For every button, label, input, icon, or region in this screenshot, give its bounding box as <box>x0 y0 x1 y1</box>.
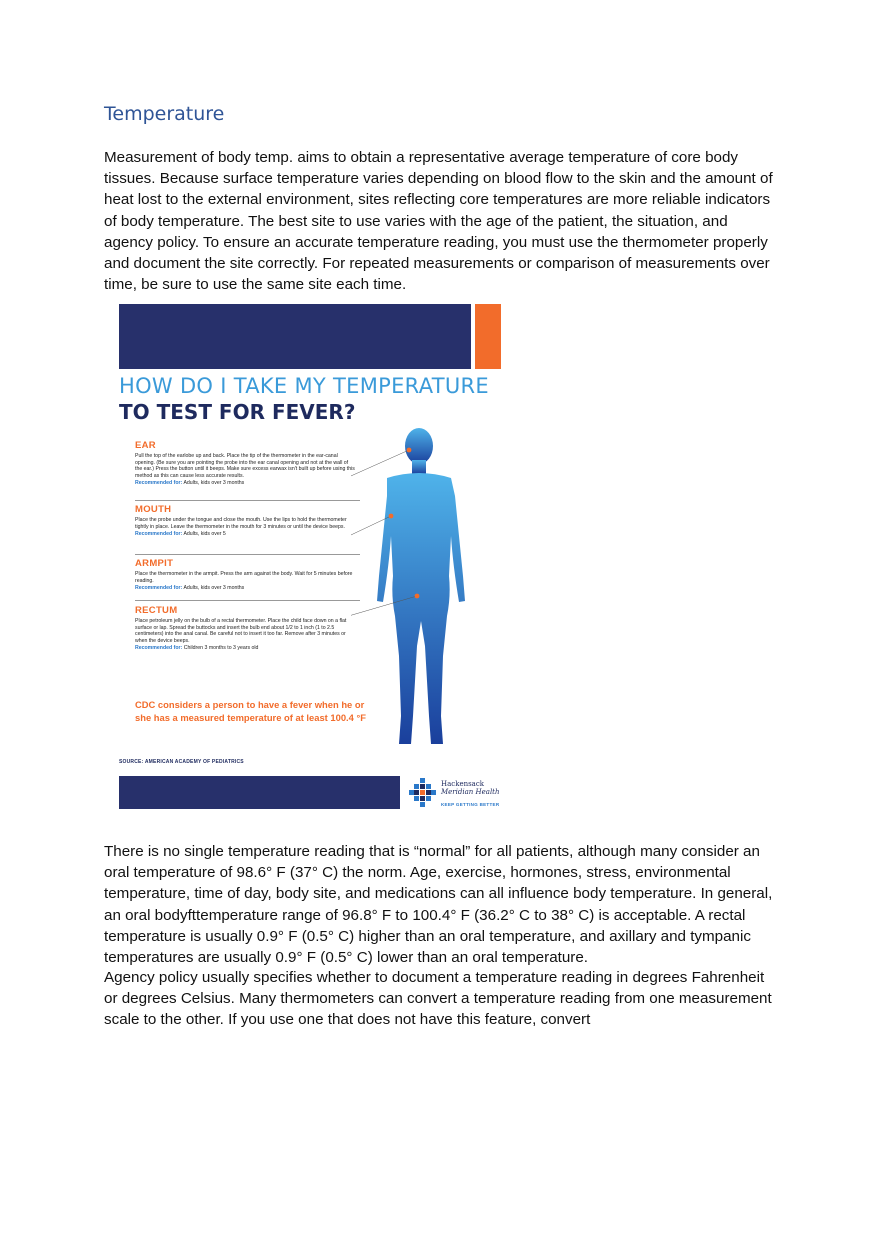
recommendation-value: Children 3 months to 3 years old <box>183 645 259 652</box>
armpit-marker <box>389 514 394 519</box>
recommendation-label: Recommended for: <box>135 480 183 487</box>
logo-name <box>441 780 500 796</box>
section-title: MOUTH <box>135 504 172 515</box>
section-recommendation <box>135 585 355 592</box>
logo-tagline: KEEP GETTING BETTER <box>441 802 500 807</box>
section-title: EAR <box>135 440 156 451</box>
section-title: ARMPIT <box>135 558 174 569</box>
logo-mark-icon <box>407 776 439 808</box>
section-divider <box>135 554 360 555</box>
rectum-marker <box>415 594 420 599</box>
infographic-title-line2: TO TEST FOR FEVER? <box>119 400 356 424</box>
section-body: Place the probe under the tongue and close the mouth. Use the lips to hold the thermometer tightly in place. Leave the thermometer in the mouth for 3 minutes or until the device beeps. <box>135 517 347 530</box>
section-armpit <box>135 558 355 592</box>
page-heading: Temperature <box>104 103 225 125</box>
recommendation-label: Recommended for: <box>135 645 183 652</box>
normal-temperature-paragraph: There is no single temperature reading that is “normal” for all patients, although many consider an oral temperature of 98.6° F (37° C) the norm. Age, exercise, hormones, stress, environmental temperature, time of day, body site, and medications can all influence body temperature. In general, an oral bodyfttemperature range of 96.8° F to 100.4° F (36.2° C to 38° C) is acceptable. A rectal temperature is usually 0.9° F (0.5° C) higher than an oral temperature, and axillary and tympanic temperatures are usually 0.9° F (0.5° C) lower than an oral temperature. <box>104 843 773 967</box>
section-divider <box>135 600 360 601</box>
section-ear <box>135 440 355 487</box>
fever-infographic <box>115 300 507 814</box>
infographic-bottom-banner <box>119 776 400 809</box>
section-recommendation <box>135 645 355 652</box>
cdc-fever-note: CDC considers a person to have a fever when he or she has a measured temperature of at least 100.4 °F <box>135 699 366 723</box>
recommendation-value: Adults, kids over 3 months <box>183 585 245 592</box>
section-body: Place petroleum jelly on the bulb of a rectal thermometer. Place the child face down on a flat surface or lap. Spread the buttocks and insert the bulb end about 1/2 to 1 inch (1 to 2.5 centimeters) into the anal canal. Be careful not to insert it too far. Remove after 3 minutes or when the device beeps. <box>135 618 347 644</box>
body-silhouette <box>377 428 465 744</box>
section-body: Pull the top of the earlobe up and back. Place the tip of the thermometer in the ear-canal opening. (Be sure you are pointing the probe into the ear canal opening and not at the wall of the ear.) Press the button until it beeps. Make sure excess earwax isn't built up before using this method as this can cause less accurate results. <box>135 453 355 479</box>
section-recommendation <box>135 480 355 487</box>
section-rectum <box>135 605 355 652</box>
infographic-top-banner <box>119 304 471 369</box>
agency-policy-paragraph: Agency policy usually specifies whether to document a temperature reading in degrees Fahrenheit or degrees Celsius. Many thermometers can convert a temperature reading from one measurement scale to the other. If you use one that does not have this feature, convert <box>104 969 772 1029</box>
recommendation-label: Recommended for: <box>135 585 183 592</box>
source-credit: SOURCE: AMERICAN ACADEMY OF PEDIATRICS <box>119 759 244 765</box>
human-body-illustration <box>351 426 507 756</box>
ear-marker <box>407 448 412 453</box>
infographic-orange-accent <box>475 304 501 369</box>
recommendation-value: Adults, kids over 3 months <box>183 480 245 487</box>
logo-name-line2: Meridian Health <box>441 788 500 796</box>
recommendation-value: Adults, kids over 5 <box>183 531 226 538</box>
section-divider <box>135 500 360 501</box>
infographic-title-line1: HOW DO I TAKE MY TEMPERATURE <box>119 374 489 398</box>
section-recommendation <box>135 531 355 538</box>
hackensack-logo <box>407 774 507 810</box>
section-mouth <box>135 504 355 538</box>
intro-paragraph: Measurement of body temp. aims to obtain a representative average temperature of core body tissues. Because surface temperature varies depending on blood flow to the skin and the amount of heat lost to the external environment, sites reflecting core temperatures are more reliable indicators of body temperature. The best site to use varies with the age of the patient, the situation, and agency policy. To ensure an accurate temperature reading, you must use the thermometer properly and document the site correctly. For repeated measurements or comparison of measurements over time, be sure to use the same site each time. <box>104 149 773 294</box>
recommendation-label: Recommended for: <box>135 531 183 538</box>
section-body: Place the thermometer in the armpit. Press the arm against the body. Wait for 5 minutes before reading. <box>135 571 353 584</box>
section-title: RECTUM <box>135 605 178 616</box>
logo-name-line1: Hackensack <box>441 780 485 788</box>
